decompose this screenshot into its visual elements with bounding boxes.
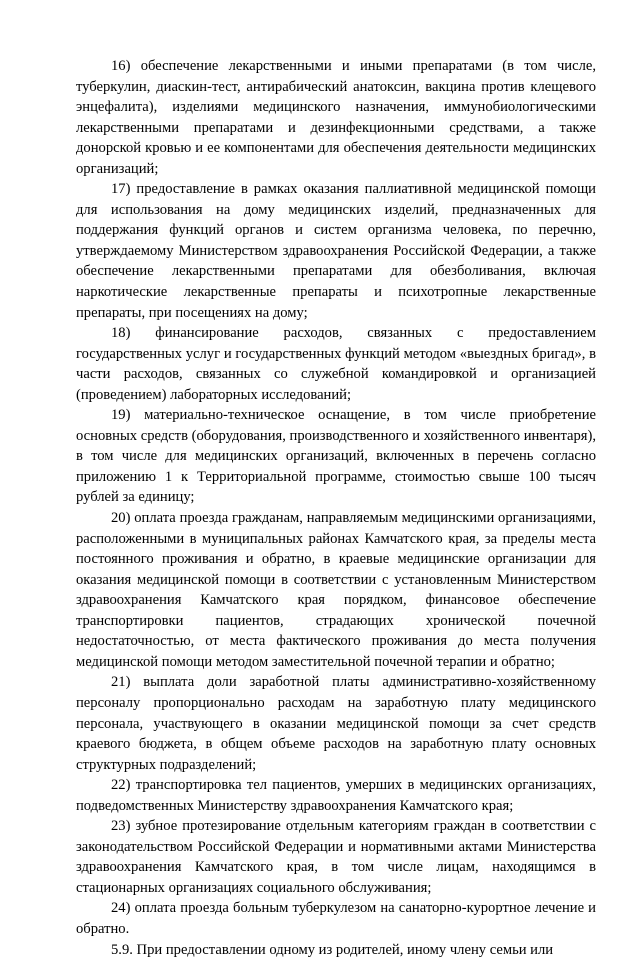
paragraph-item-19: 19) материально-техническое оснащение, в том числе приобретение основных средств (оборудования, производственного и хозяйственного инвентаря), в том числе для медицинских организаций, включенных в перечень согласно приложению 1 к Территориальной программе, стоимостью свыше 100 тысяч рублей за единицу; bbox=[76, 407, 596, 506]
paragraph-item-22: 22) транспортировка тел пациентов, умерших в медицинских организациях, подведомственных Министерству здравоохранения Камчатского края; bbox=[76, 777, 596, 814]
paragraph-item-20: 20) оплата проезда гражданам, направляемым медицинскими организациями, расположенными в муниципальных районах Камчатского края, за пределы места постоянного проживания и обратно, в краевые медицинские организации для оказания медицинской помощи в соответствии с установленным Министерством здравоохранения Камчатского края порядком, финансовое обеспечение транспортировки пациентов, страдающих хронической почечной недостаточностью, от места фактического проживания до места получения медицинской помощи методом заместительной почечной терапии и обратно; bbox=[76, 510, 596, 670]
paragraph-item-17: 17) предоставление в рамках оказания паллиативной медицинской помощи для использования на дому медицинских изделий, предназначенных для поддержания функций органов и систем организма человека, по перечню, утверждаемому Министерством здравоохранения Российской Федерации, а также обеспечение лекарственными препаратами для обезболивания, включая наркотические лекарственные препараты и психотропные лекарственные препараты, при посещениях на дому; bbox=[76, 181, 596, 321]
document-page bbox=[76, 56, 596, 960]
paragraph-section-5-9: 5.9. При предоставлении одному из родителей, иному члену семьи или bbox=[111, 941, 554, 958]
paragraph-item-16: 16) обеспечение лекарственными и иными препаратами (в том числе, туберкулин, диаскин-тест, антирабический анатоксин, вакцина против клещевого энцефалита), изделиями медицинского назначения, иммунобиологическими лекарственными препаратами и дезинфекционными средствами, а также донорской кровью и ее компонентами для обеспечения деятельности медицинских организаций; bbox=[76, 58, 596, 177]
paragraph-item-23: 23) зубное протезирование отдельным категориям граждан в соответствии с законодательством Российской Федерации и нормативными актами Министерства здравоохранения Камчатского края, в том числе лицам, находящимся в стационарных организациях социального обслуживания; bbox=[76, 818, 596, 896]
paragraph-item-18: 18) финансирование расходов, связанных с предоставлением государственных услуг и государственных функций методом «выездных бригад», в части расходов, связанных со служебной командировкой и организацией (проведением) лабораторных исследований; bbox=[76, 325, 596, 403]
paragraph-item-21: 21) выплата доли заработной платы административно-хозяйственному персоналу пропорционально расходам на заработную плату медицинского персонала, участвующего в оказании медицинской помощи за счет средств краевого бюджета, в общем объеме расходов на заработную плату основных структурных подразделений; bbox=[76, 674, 596, 773]
paragraph-item-24: 24) оплата проезда больным туберкулезом на санаторно-курортное лечение и обратно. bbox=[76, 900, 596, 937]
